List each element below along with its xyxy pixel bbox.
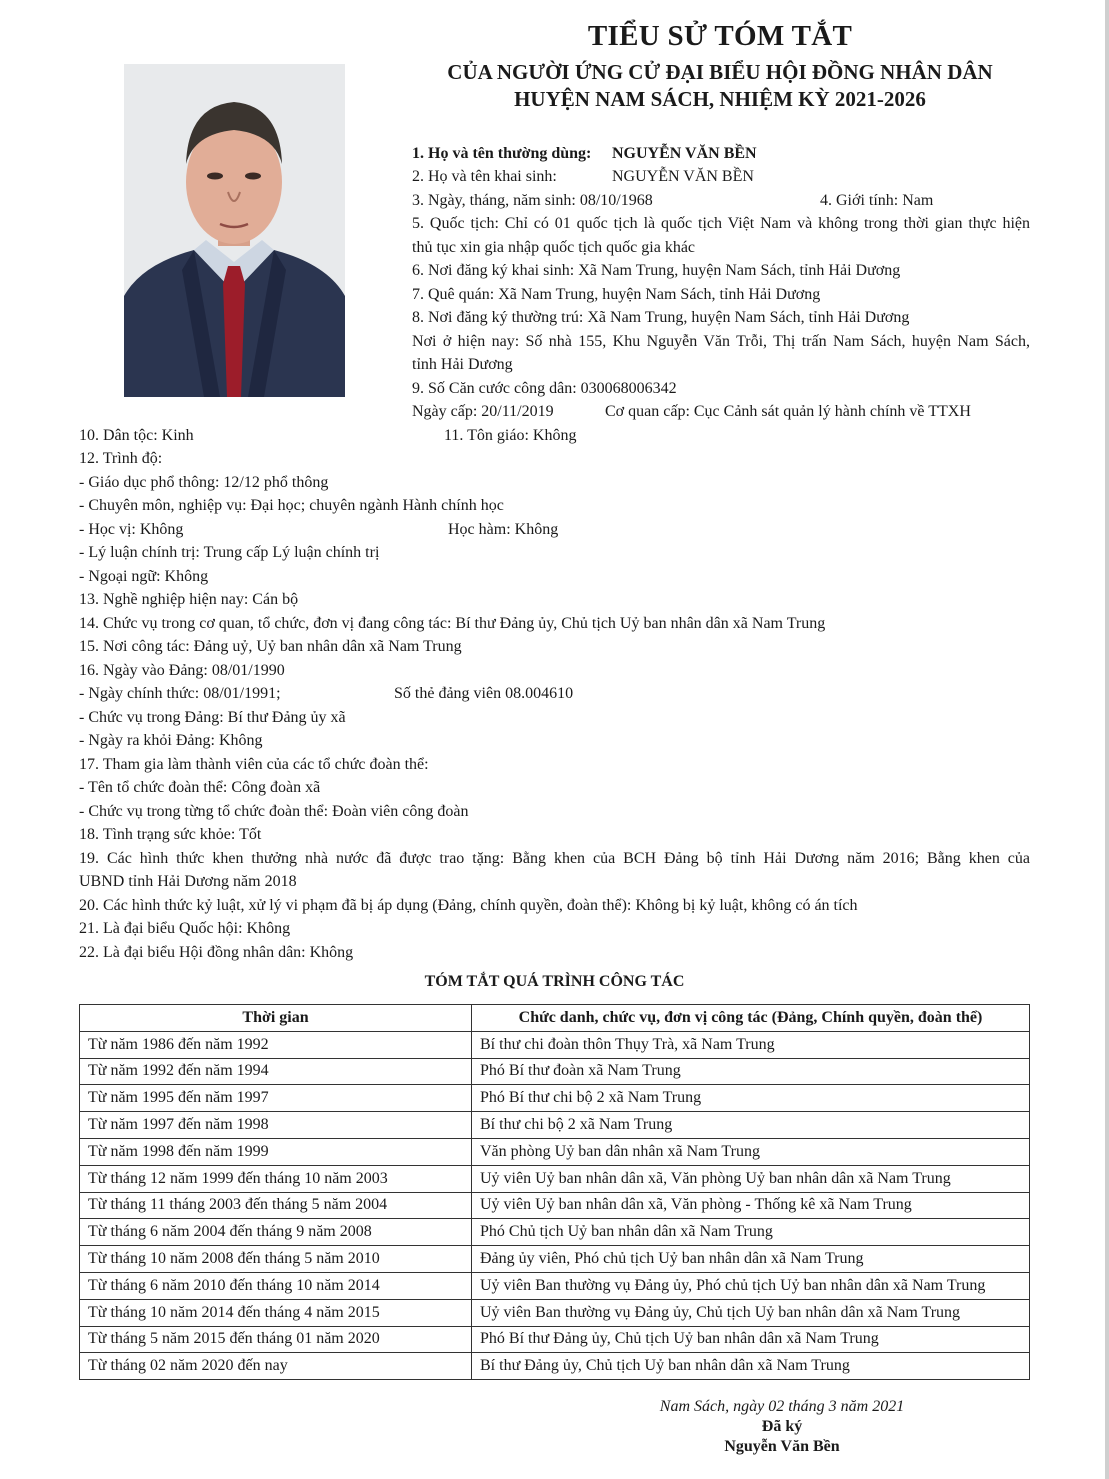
work-time-cell: Từ năm 1995 đến năm 1997 [80,1085,472,1112]
work-history-title: TÓM TẮT QUÁ TRÌNH CÔNG TÁC [424,973,685,990]
work-time-cell: Từ năm 1997 đến năm 1998 [80,1112,472,1139]
document-subtitle-1: CỦA NGƯỜI ỨNG CỬ ĐẠI BIỂU HỘI ĐỒNG NHÂN DÂN [447,60,993,84]
document-title: TIỂU SỬ TÓM TẮT [587,20,853,52]
table-row [80,1219,1030,1246]
info-12a: - Giáo dục phổ thông: 12/12 phổ thông [79,474,329,491]
info-16a2: Số thẻ đảng viên 08.004610 [394,685,574,702]
signature-place-date: Nam Sách, ngày 02 tháng 3 năm 2021 [659,1398,905,1415]
work-time-cell: Từ năm 1998 đến năm 1999 [80,1138,472,1165]
info-9c: Cơ quan cấp: Cục Cảnh sát quản lý hành chính về TTXH [605,403,971,420]
work-role-cell: Bí thư Đảng ủy, Chủ tịch Uỷ ban nhân dân xã Nam Trung [472,1353,1030,1380]
work-time-cell: Từ tháng 6 năm 2010 đến tháng 10 năm 2014 [80,1272,472,1299]
work-time-cell: Từ tháng 5 năm 2015 đến tháng 01 năm 2020 [80,1326,472,1353]
work-time-cell: Từ tháng 12 năm 1999 đến tháng 10 năm 2003 [80,1165,472,1192]
column-header-time: Thời gian [80,1005,472,1032]
info-19b: UBND tỉnh Hải Dương năm 2018 [79,873,297,890]
work-time-cell: Từ tháng 11 tháng 2003 đến tháng 5 năm 2004 [80,1192,472,1219]
table-row [80,1192,1030,1219]
info-8: 8. Nơi đăng ký thường trú: Xã Nam Trung, huyện Nam Sách, tỉnh Hải Dương [412,309,910,326]
table-row [80,1353,1030,1380]
work-role-cell: Uỷ viên Uỷ ban nhân dân xã, Văn phòng - Thống kê xã Nam Trung [472,1192,1030,1219]
info-19a: 19. Các hình thức khen thưởng nhà nước đã được trao tặng: Bằng khen của BCH Đảng bộ tỉnh Hải Dương năm 2016; Bằng khen của [79,850,1030,867]
info-12b: - Chuyên môn, nghiệp vụ: Đại học; chuyên ngành Hành chính học [79,497,504,514]
info-9b: Ngày cấp: 20/11/2019 [412,403,554,420]
info-7: 7. Quê quán: Xã Nam Trung, huyện Nam Sách, tỉnh Hải Dương [412,286,821,303]
work-role-cell: Bí thư chi đoàn thôn Thụy Trà, xã Nam Trung [472,1031,1030,1058]
info-11: 11. Tôn giáo: Không [444,427,577,444]
table-header-row [80,1005,1030,1032]
work-history-table [79,1004,1030,1380]
info-3: 3. Ngày, tháng, năm sinh: 08/10/1968 [412,192,653,209]
document-subtitle-2: HUYỆN NAM SÁCH, NHIỆM KỲ 2021-2026 [514,87,926,111]
work-time-cell: Từ tháng 02 năm 2020 đến nay [80,1353,472,1380]
work-role-cell: Phó Chủ tịch Uỷ ban nhân dân xã Nam Trung [472,1219,1030,1246]
info-16a: - Ngày chính thức: 08/01/1991; [79,685,281,702]
work-role-cell: Bí thư chi bộ 2 xã Nam Trung [472,1112,1030,1139]
table-row [80,1326,1030,1353]
info-12: 12. Trình độ: [79,450,163,467]
info-22: 22. Là đại biểu Hội đồng nhân dân: Không [79,944,354,961]
info-18: 18. Tình trạng sức khỏe: Tốt [79,826,262,843]
work-time-cell: Từ năm 1986 đến năm 1992 [80,1031,472,1058]
signature-status: Đã ký [761,1418,803,1435]
info-16: 16. Ngày vào Đảng: 08/01/1990 [79,662,285,679]
info-5a: 5. Quốc tịch: Chỉ có 01 quốc tịch là quốc tịch Việt Nam và không trong thời gian thực hiện [412,215,1030,232]
work-time-cell: Từ năm 1992 đến năm 1994 [80,1058,472,1085]
info-12e: - Ngoại ngữ: Không [79,568,209,585]
work-role-cell: Đảng ủy viên, Phó chủ tịch Uỷ ban nhân dân xã Nam Trung [472,1246,1030,1273]
info-8c: tỉnh Hải Dương [412,356,513,373]
info-10: 10. Dân tộc: Kinh [79,427,194,444]
info-15: 15. Nơi công tác: Đảng uỷ, Uỷ ban nhân dân xã Nam Trung [79,638,462,655]
table-row [80,1138,1030,1165]
table-row [80,1058,1030,1085]
info-4: 4. Giới tính: Nam [820,192,934,209]
page-edge [1105,0,1109,1479]
info-16c: - Ngày ra khỏi Đảng: Không [79,732,263,749]
info-6: 6. Nơi đăng ký khai sinh: Xã Nam Trung, huyện Nam Sách, tỉnh Hải Dương [412,262,901,279]
signature-name: Nguyễn Văn Bền [724,1438,840,1455]
portrait-photo [124,64,345,397]
work-time-cell: Từ tháng 10 năm 2008 đến tháng 5 năm 2010 [80,1246,472,1273]
work-role-cell: Phó Bí thư Đảng ủy, Chủ tịch Uỷ ban nhân dân xã Nam Trung [472,1326,1030,1353]
info-12c2: Học hàm: Không [448,521,559,538]
info-8b: Nơi ở hiện nay: Số nhà 155, Khu Nguyễn Văn Trỗi, Thị trấn Nam Sách, huyện Nam Sách, [412,333,1030,350]
table-row [80,1299,1030,1326]
work-role-cell: Uỷ viên Ban thường vụ Đảng ủy, Chủ tịch Uỷ ban nhân dân xã Nam Trung [472,1299,1030,1326]
info-17b: - Chức vụ trong từng tổ chức đoàn thể: Đoàn viên công đoàn [79,803,469,820]
table-row [80,1112,1030,1139]
info-17a: - Tên tổ chức đoàn thể: Công đoàn xã [79,779,321,796]
work-role-cell: Phó Bí thư đoàn xã Nam Trung [472,1058,1030,1085]
info-20: 20. Các hình thức kỷ luật, xử lý vi phạm đã bị áp dụng (Đảng, chính quyền, đoàn thể): Không bị kỷ luật, không có án tích [79,897,858,914]
info-2-label: 2. Họ và tên khai sinh: [412,168,557,185]
info-13: 13. Nghề nghiệp hiện nay: Cán bộ [79,591,299,608]
work-role-cell: Văn phòng Uỷ ban dân nhân xã Nam Trung [472,1138,1030,1165]
info-17: 17. Tham gia làm thành viên của các tổ chức đoàn thể: [79,756,429,773]
info-12c: - Học vị: Không [79,521,184,538]
table-row [80,1085,1030,1112]
table-row [80,1165,1030,1192]
work-role-cell: Phó Bí thư chi bộ 2 xã Nam Trung [472,1085,1030,1112]
info-1-label: 1. Họ và tên thường dùng: [412,145,592,162]
info-2-value: NGUYỄN VĂN BỀN [612,168,754,185]
work-role-cell: Uỷ viên Ban thường vụ Đảng ủy, Phó chủ tịch Uỷ ban nhân dân xã Nam Trung [472,1272,1030,1299]
work-time-cell: Từ tháng 6 năm 2004 đến tháng 9 năm 2008 [80,1219,472,1246]
info-16b: - Chức vụ trong Đảng: Bí thư Đảng ủy xã [79,709,346,726]
column-header-role: Chức danh, chức vụ, đơn vị công tác (Đảng, Chính quyền, đoàn thể) [472,1005,1030,1032]
work-time-cell: Từ tháng 10 năm 2014 đến tháng 4 năm 2015 [80,1299,472,1326]
work-history-body [80,1031,1030,1379]
work-role-cell: Uỷ viên Uỷ ban nhân dân xã, Văn phòng Uỷ ban nhân dân xã Nam Trung [472,1165,1030,1192]
info-14: 14. Chức vụ trong cơ quan, tổ chức, đơn vị đang công tác: Bí thư Đảng ủy, Chủ tịch Uỷ ban nhân dân xã Nam Trung [79,615,826,632]
info-5b: thủ tục xin gia nhập quốc tịch quốc gia khác [412,239,696,256]
table-row [80,1031,1030,1058]
info-9: 9. Số Căn cước công dân: 030068006342 [412,380,677,397]
table-row [80,1246,1030,1273]
table-row [80,1272,1030,1299]
info-1-value: NGUYỄN VĂN BỀN [612,145,757,162]
info-12d: - Lý luận chính trị: Trung cấp Lý luận chính trị [79,544,380,561]
info-21: 21. Là đại biểu Quốc hội: Không [79,920,291,937]
